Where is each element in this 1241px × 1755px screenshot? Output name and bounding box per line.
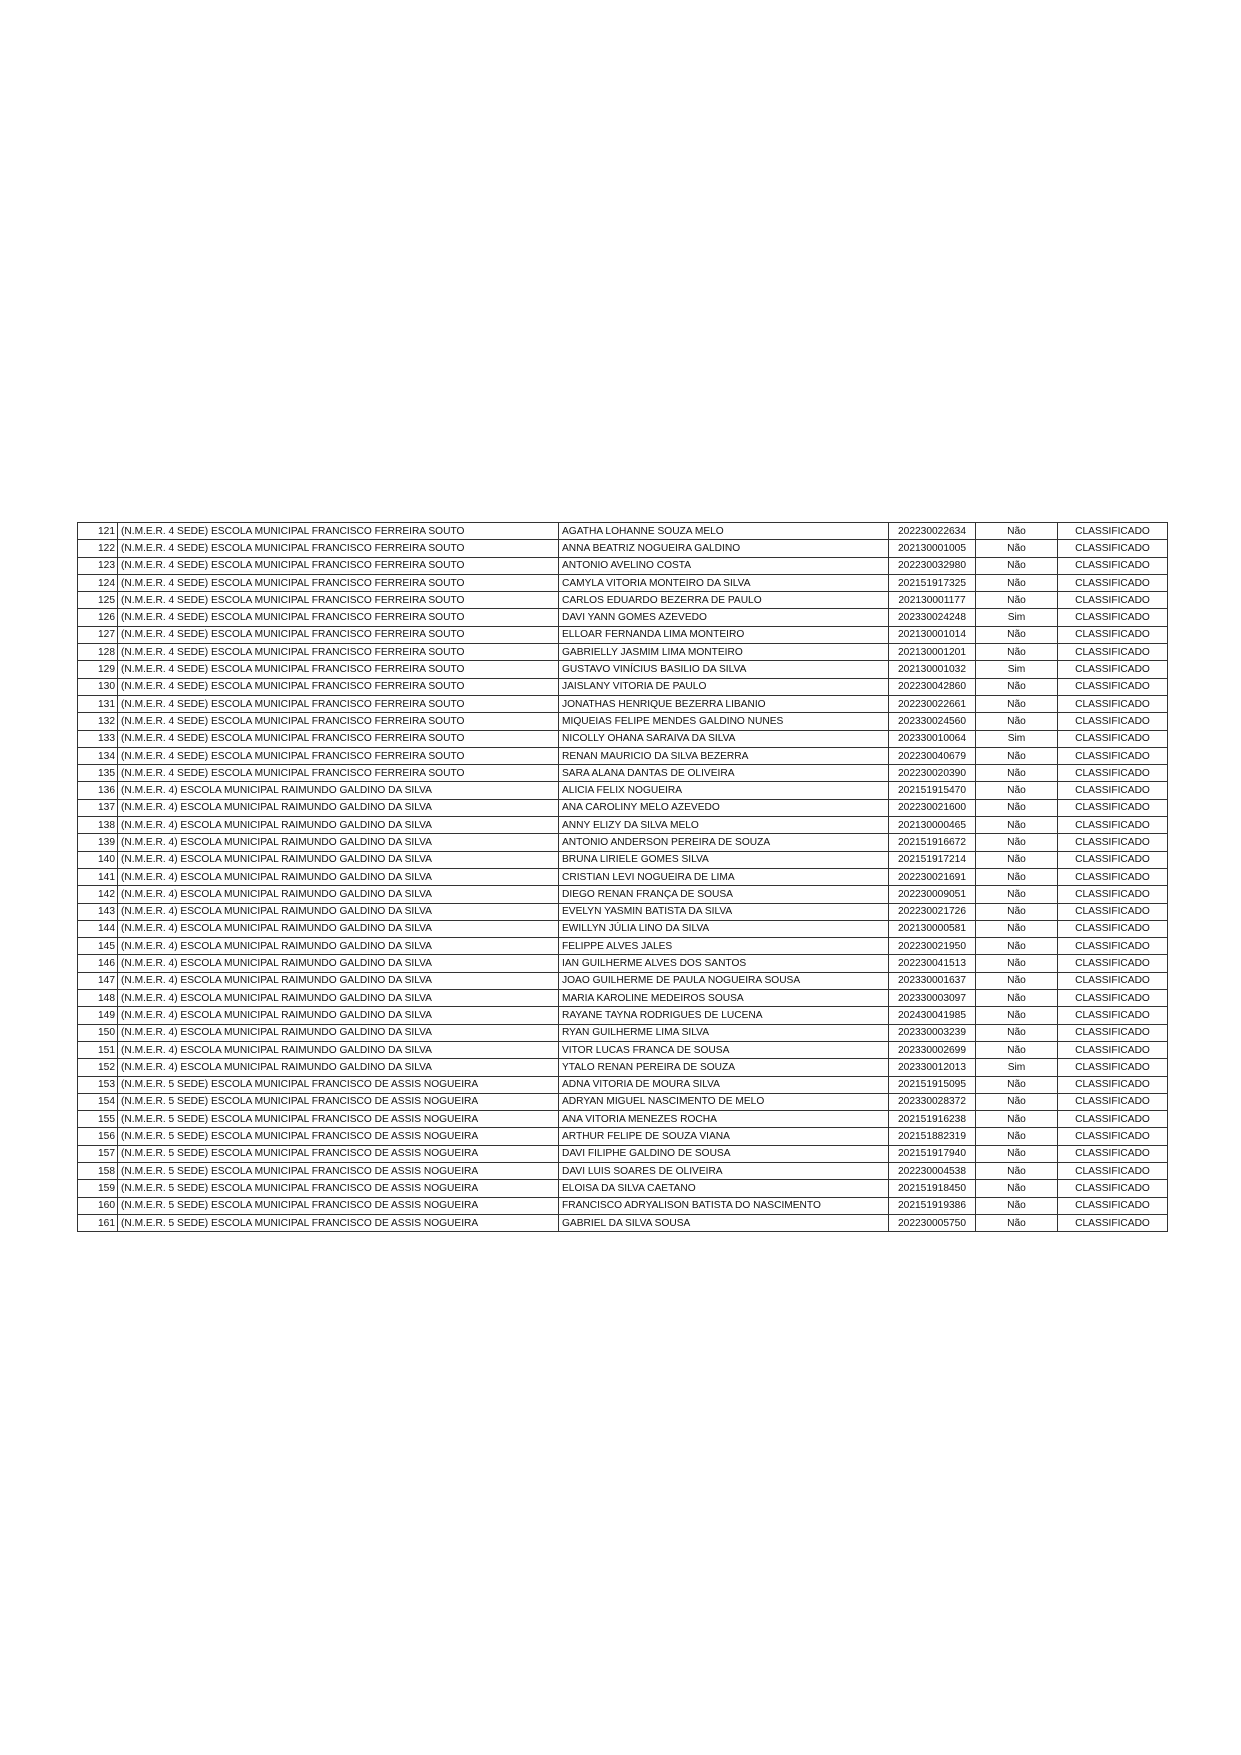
school-cell: (N.M.E.R. 4 SEDE) ESCOLA MUNICIPAL FRANCISCO FERREIRA SOUTO xyxy=(118,644,559,661)
flag-cell: Não xyxy=(976,955,1058,972)
status-cell: CLASSIFICADO xyxy=(1058,990,1168,1007)
student-name-cell: ELLOAR FERNANDA LIMA MONTEIRO xyxy=(559,626,889,643)
registration-code-cell: 202230022661 xyxy=(889,695,976,712)
school-cell: (N.M.E.R. 4 SEDE) ESCOLA MUNICIPAL FRANCISCO FERREIRA SOUTO xyxy=(118,574,559,591)
status-cell: CLASSIFICADO xyxy=(1058,1214,1168,1231)
status-cell: CLASSIFICADO xyxy=(1058,1180,1168,1197)
registration-code-cell: 202151915470 xyxy=(889,782,976,799)
status-cell: CLASSIFICADO xyxy=(1058,1162,1168,1179)
registration-code-cell: 202230021691 xyxy=(889,868,976,885)
status-cell: CLASSIFICADO xyxy=(1058,523,1168,540)
row-number-cell: 144 xyxy=(78,920,118,937)
row-number-cell: 140 xyxy=(78,851,118,868)
status-cell: CLASSIFICADO xyxy=(1058,886,1168,903)
student-name-cell: FELIPPE ALVES JALES xyxy=(559,938,889,955)
flag-cell: Sim xyxy=(976,661,1058,678)
student-name-cell: CARLOS EDUARDO BEZERRA DE PAULO xyxy=(559,592,889,609)
table-row xyxy=(78,834,1168,851)
row-number-cell: 133 xyxy=(78,730,118,747)
school-cell: (N.M.E.R. 5 SEDE) ESCOLA MUNICIPAL FRANCISCO DE ASSIS NOGUEIRA xyxy=(118,1076,559,1093)
row-number-cell: 151 xyxy=(78,1041,118,1058)
row-number-cell: 124 xyxy=(78,574,118,591)
registration-code-cell: 202230021600 xyxy=(889,799,976,816)
flag-cell: Não xyxy=(976,903,1058,920)
table-row xyxy=(78,713,1168,730)
status-cell: CLASSIFICADO xyxy=(1058,557,1168,574)
student-name-cell: ANA VITORIA MENEZES ROCHA xyxy=(559,1111,889,1128)
flag-cell: Não xyxy=(976,713,1058,730)
registration-code-cell: 202330002699 xyxy=(889,1041,976,1058)
row-number-cell: 142 xyxy=(78,886,118,903)
flag-cell: Não xyxy=(976,1007,1058,1024)
student-name-cell: DIEGO RENAN FRANÇA DE SOUSA xyxy=(559,886,889,903)
school-cell: (N.M.E.R. 5 SEDE) ESCOLA MUNICIPAL FRANCISCO DE ASSIS NOGUEIRA xyxy=(118,1093,559,1110)
school-cell: (N.M.E.R. 4) ESCOLA MUNICIPAL RAIMUNDO GALDINO DA SILVA xyxy=(118,903,559,920)
school-cell: (N.M.E.R. 4) ESCOLA MUNICIPAL RAIMUNDO GALDINO DA SILVA xyxy=(118,851,559,868)
flag-cell: Não xyxy=(976,1024,1058,1041)
registration-code-cell: 202130001177 xyxy=(889,592,976,609)
status-cell: CLASSIFICADO xyxy=(1058,1128,1168,1145)
status-cell: CLASSIFICADO xyxy=(1058,1041,1168,1058)
flag-cell: Não xyxy=(976,990,1058,1007)
status-cell: CLASSIFICADO xyxy=(1058,903,1168,920)
student-name-cell: RAYANE TAYNA RODRIGUES DE LUCENA xyxy=(559,1007,889,1024)
flag-cell: Não xyxy=(976,782,1058,799)
row-number-cell: 150 xyxy=(78,1024,118,1041)
results-table-container xyxy=(77,522,1167,1232)
table-row xyxy=(78,886,1168,903)
registration-code-cell: 202330024560 xyxy=(889,713,976,730)
student-name-cell: ANTONIO AVELINO COSTA xyxy=(559,557,889,574)
registration-code-cell: 202130001014 xyxy=(889,626,976,643)
registration-code-cell: 202230005750 xyxy=(889,1214,976,1231)
status-cell: CLASSIFICADO xyxy=(1058,851,1168,868)
row-number-cell: 143 xyxy=(78,903,118,920)
registration-code-cell: 202151916238 xyxy=(889,1111,976,1128)
table-row xyxy=(78,1007,1168,1024)
student-name-cell: ADRYAN MIGUEL NASCIMENTO DE MELO xyxy=(559,1093,889,1110)
flag-cell: Não xyxy=(976,886,1058,903)
row-number-cell: 139 xyxy=(78,834,118,851)
registration-code-cell: 202330010064 xyxy=(889,730,976,747)
flag-cell: Não xyxy=(976,1145,1058,1162)
table-row xyxy=(78,990,1168,1007)
school-cell: (N.M.E.R. 4) ESCOLA MUNICIPAL RAIMUNDO GALDINO DA SILVA xyxy=(118,1041,559,1058)
table-row xyxy=(78,678,1168,695)
status-cell: CLASSIFICADO xyxy=(1058,868,1168,885)
student-name-cell: DAVI LUIS SOARES DE OLIVEIRA xyxy=(559,1162,889,1179)
school-cell: (N.M.E.R. 4 SEDE) ESCOLA MUNICIPAL FRANCISCO FERREIRA SOUTO xyxy=(118,609,559,626)
row-number-cell: 128 xyxy=(78,644,118,661)
row-number-cell: 138 xyxy=(78,817,118,834)
flag-cell: Não xyxy=(976,1128,1058,1145)
registration-code-cell: 202130001201 xyxy=(889,644,976,661)
school-cell: (N.M.E.R. 4 SEDE) ESCOLA MUNICIPAL FRANCISCO FERREIRA SOUTO xyxy=(118,592,559,609)
table-row xyxy=(78,1111,1168,1128)
student-name-cell: GABRIELLY JASMIM LIMA MONTEIRO xyxy=(559,644,889,661)
student-name-cell: ANNA BEATRIZ NOGUEIRA GALDINO xyxy=(559,540,889,557)
table-row xyxy=(78,609,1168,626)
registration-code-cell: 202130001032 xyxy=(889,661,976,678)
table-row xyxy=(78,920,1168,937)
row-number-cell: 159 xyxy=(78,1180,118,1197)
flag-cell: Não xyxy=(976,644,1058,661)
registration-code-cell: 202230021950 xyxy=(889,938,976,955)
row-number-cell: 134 xyxy=(78,747,118,764)
status-cell: CLASSIFICADO xyxy=(1058,626,1168,643)
registration-code-cell: 202130000465 xyxy=(889,817,976,834)
table-row xyxy=(78,972,1168,989)
table-row xyxy=(78,1059,1168,1076)
student-name-cell: JAISLANY VITORIA DE PAULO xyxy=(559,678,889,695)
flag-cell: Não xyxy=(976,938,1058,955)
table-row xyxy=(78,644,1168,661)
row-number-cell: 125 xyxy=(78,592,118,609)
table-row xyxy=(78,765,1168,782)
student-name-cell: IAN GUILHERME ALVES DOS SANTOS xyxy=(559,955,889,972)
table-row xyxy=(78,851,1168,868)
flag-cell: Não xyxy=(976,834,1058,851)
status-cell: CLASSIFICADO xyxy=(1058,1093,1168,1110)
registration-code-cell: 202230020390 xyxy=(889,765,976,782)
row-number-cell: 127 xyxy=(78,626,118,643)
flag-cell: Não xyxy=(976,747,1058,764)
school-cell: (N.M.E.R. 4) ESCOLA MUNICIPAL RAIMUNDO GALDINO DA SILVA xyxy=(118,990,559,1007)
table-row xyxy=(78,1128,1168,1145)
row-number-cell: 161 xyxy=(78,1214,118,1231)
table-row xyxy=(78,661,1168,678)
row-number-cell: 141 xyxy=(78,868,118,885)
table-row xyxy=(78,574,1168,591)
school-cell: (N.M.E.R. 4 SEDE) ESCOLA MUNICIPAL FRANCISCO FERREIRA SOUTO xyxy=(118,626,559,643)
status-cell: CLASSIFICADO xyxy=(1058,713,1168,730)
flag-cell: Não xyxy=(976,817,1058,834)
registration-code-cell: 202130000581 xyxy=(889,920,976,937)
student-name-cell: ANNY ELIZY DA SILVA MELO xyxy=(559,817,889,834)
status-cell: CLASSIFICADO xyxy=(1058,1059,1168,1076)
flag-cell: Não xyxy=(976,626,1058,643)
school-cell: (N.M.E.R. 4) ESCOLA MUNICIPAL RAIMUNDO GALDINO DA SILVA xyxy=(118,955,559,972)
flag-cell: Não xyxy=(976,592,1058,609)
school-cell: (N.M.E.R. 4 SEDE) ESCOLA MUNICIPAL FRANCISCO FERREIRA SOUTO xyxy=(118,713,559,730)
status-cell: CLASSIFICADO xyxy=(1058,834,1168,851)
row-number-cell: 148 xyxy=(78,990,118,1007)
table-row xyxy=(78,799,1168,816)
school-cell: (N.M.E.R. 4) ESCOLA MUNICIPAL RAIMUNDO GALDINO DA SILVA xyxy=(118,799,559,816)
status-cell: CLASSIFICADO xyxy=(1058,609,1168,626)
student-name-cell: ANTONIO ANDERSON PEREIRA DE SOUZA xyxy=(559,834,889,851)
table-row xyxy=(78,903,1168,920)
status-cell: CLASSIFICADO xyxy=(1058,747,1168,764)
table-row xyxy=(78,747,1168,764)
student-name-cell: JOAO GUILHERME DE PAULA NOGUEIRA SOUSA xyxy=(559,972,889,989)
table-row xyxy=(78,1093,1168,1110)
status-cell: CLASSIFICADO xyxy=(1058,540,1168,557)
student-name-cell: MARIA KAROLINE MEDEIROS SOUSA xyxy=(559,990,889,1007)
student-name-cell: ANA CAROLINY MELO AZEVEDO xyxy=(559,799,889,816)
table-row xyxy=(78,1162,1168,1179)
student-name-cell: EVELYN YASMIN BATISTA DA SILVA xyxy=(559,903,889,920)
student-name-cell: ALICIA FELIX NOGUEIRA xyxy=(559,782,889,799)
status-cell: CLASSIFICADO xyxy=(1058,730,1168,747)
table-row xyxy=(78,557,1168,574)
student-name-cell: RYAN GUILHERME LIMA SILVA xyxy=(559,1024,889,1041)
row-number-cell: 146 xyxy=(78,955,118,972)
status-cell: CLASSIFICADO xyxy=(1058,1197,1168,1214)
row-number-cell: 121 xyxy=(78,523,118,540)
table-row xyxy=(78,1024,1168,1041)
flag-cell: Não xyxy=(976,972,1058,989)
school-cell: (N.M.E.R. 4) ESCOLA MUNICIPAL RAIMUNDO GALDINO DA SILVA xyxy=(118,1007,559,1024)
status-cell: CLASSIFICADO xyxy=(1058,1076,1168,1093)
school-cell: (N.M.E.R. 4 SEDE) ESCOLA MUNICIPAL FRANCISCO FERREIRA SOUTO xyxy=(118,523,559,540)
flag-cell: Não xyxy=(976,1041,1058,1058)
flag-cell: Não xyxy=(976,1076,1058,1093)
school-cell: (N.M.E.R. 4 SEDE) ESCOLA MUNICIPAL FRANCISCO FERREIRA SOUTO xyxy=(118,695,559,712)
registration-code-cell: 202151915095 xyxy=(889,1076,976,1093)
status-cell: CLASSIFICADO xyxy=(1058,661,1168,678)
registration-code-cell: 202330003239 xyxy=(889,1024,976,1041)
registration-code-cell: 202330028372 xyxy=(889,1093,976,1110)
student-name-cell: SARA ALANA DANTAS DE OLIVEIRA xyxy=(559,765,889,782)
school-cell: (N.M.E.R. 5 SEDE) ESCOLA MUNICIPAL FRANCISCO DE ASSIS NOGUEIRA xyxy=(118,1128,559,1145)
school-cell: (N.M.E.R. 4) ESCOLA MUNICIPAL RAIMUNDO GALDINO DA SILVA xyxy=(118,920,559,937)
status-cell: CLASSIFICADO xyxy=(1058,1024,1168,1041)
status-cell: CLASSIFICADO xyxy=(1058,799,1168,816)
status-cell: CLASSIFICADO xyxy=(1058,1145,1168,1162)
registration-code-cell: 202151917940 xyxy=(889,1145,976,1162)
school-cell: (N.M.E.R. 4) ESCOLA MUNICIPAL RAIMUNDO GALDINO DA SILVA xyxy=(118,1059,559,1076)
student-name-cell: CAMYLA VITORIA MONTEIRO DA SILVA xyxy=(559,574,889,591)
school-cell: (N.M.E.R. 4) ESCOLA MUNICIPAL RAIMUNDO GALDINO DA SILVA xyxy=(118,868,559,885)
status-cell: CLASSIFICADO xyxy=(1058,1007,1168,1024)
student-name-cell: VITOR LUCAS FRANCA DE SOUSA xyxy=(559,1041,889,1058)
table-row xyxy=(78,938,1168,955)
student-name-cell: YTALO RENAN PEREIRA DE SOUZA xyxy=(559,1059,889,1076)
flag-cell: Não xyxy=(976,1162,1058,1179)
table-row xyxy=(78,817,1168,834)
student-name-cell: MIQUEIAS FELIPE MENDES GALDINO NUNES xyxy=(559,713,889,730)
school-cell: (N.M.E.R. 4) ESCOLA MUNICIPAL RAIMUNDO GALDINO DA SILVA xyxy=(118,782,559,799)
flag-cell: Não xyxy=(976,678,1058,695)
flag-cell: Sim xyxy=(976,1059,1058,1076)
row-number-cell: 156 xyxy=(78,1128,118,1145)
flag-cell: Não xyxy=(976,799,1058,816)
row-number-cell: 147 xyxy=(78,972,118,989)
school-cell: (N.M.E.R. 5 SEDE) ESCOLA MUNICIPAL FRANCISCO DE ASSIS NOGUEIRA xyxy=(118,1111,559,1128)
row-number-cell: 135 xyxy=(78,765,118,782)
school-cell: (N.M.E.R. 4) ESCOLA MUNICIPAL RAIMUNDO GALDINO DA SILVA xyxy=(118,1024,559,1041)
student-name-cell: ELOISA DA SILVA CAETANO xyxy=(559,1180,889,1197)
registration-code-cell: 202230040679 xyxy=(889,747,976,764)
registration-code-cell: 202330001637 xyxy=(889,972,976,989)
status-cell: CLASSIFICADO xyxy=(1058,695,1168,712)
registration-code-cell: 202330012013 xyxy=(889,1059,976,1076)
registration-code-cell: 202230009051 xyxy=(889,886,976,903)
student-name-cell: ADNA VITORIA DE MOURA SILVA xyxy=(559,1076,889,1093)
table-row xyxy=(78,1197,1168,1214)
table-row xyxy=(78,955,1168,972)
row-number-cell: 123 xyxy=(78,557,118,574)
row-number-cell: 129 xyxy=(78,661,118,678)
table-row xyxy=(78,540,1168,557)
flag-cell: Sim xyxy=(976,609,1058,626)
table-row xyxy=(78,868,1168,885)
school-cell: (N.M.E.R. 4 SEDE) ESCOLA MUNICIPAL FRANCISCO FERREIRA SOUTO xyxy=(118,557,559,574)
status-cell: CLASSIFICADO xyxy=(1058,972,1168,989)
table-row xyxy=(78,730,1168,747)
student-name-cell: JONATHAS HENRIQUE BEZERRA LIBANIO xyxy=(559,695,889,712)
school-cell: (N.M.E.R. 4) ESCOLA MUNICIPAL RAIMUNDO GALDINO DA SILVA xyxy=(118,834,559,851)
row-number-cell: 122 xyxy=(78,540,118,557)
status-cell: CLASSIFICADO xyxy=(1058,644,1168,661)
school-cell: (N.M.E.R. 4 SEDE) ESCOLA MUNICIPAL FRANCISCO FERREIRA SOUTO xyxy=(118,661,559,678)
status-cell: CLASSIFICADO xyxy=(1058,1111,1168,1128)
school-cell: (N.M.E.R. 4) ESCOLA MUNICIPAL RAIMUNDO GALDINO DA SILVA xyxy=(118,972,559,989)
table-row xyxy=(78,592,1168,609)
row-number-cell: 160 xyxy=(78,1197,118,1214)
row-number-cell: 131 xyxy=(78,695,118,712)
flag-cell: Não xyxy=(976,574,1058,591)
row-number-cell: 130 xyxy=(78,678,118,695)
registration-code-cell: 202430041985 xyxy=(889,1007,976,1024)
row-number-cell: 132 xyxy=(78,713,118,730)
student-name-cell: FRANCISCO ADRYALISON BATISTA DO NASCIMENTO xyxy=(559,1197,889,1214)
student-name-cell: EWILLYN JÚLIA LINO DA SILVA xyxy=(559,920,889,937)
student-name-cell: RENAN MAURICIO DA SILVA BEZERRA xyxy=(559,747,889,764)
status-cell: CLASSIFICADO xyxy=(1058,765,1168,782)
table-row xyxy=(78,1145,1168,1162)
status-cell: CLASSIFICADO xyxy=(1058,938,1168,955)
school-cell: (N.M.E.R. 5 SEDE) ESCOLA MUNICIPAL FRANCISCO DE ASSIS NOGUEIRA xyxy=(118,1197,559,1214)
school-cell: (N.M.E.R. 4 SEDE) ESCOLA MUNICIPAL FRANCISCO FERREIRA SOUTO xyxy=(118,730,559,747)
flag-cell: Não xyxy=(976,868,1058,885)
table-row xyxy=(78,782,1168,799)
school-cell: (N.M.E.R. 4 SEDE) ESCOLA MUNICIPAL FRANCISCO FERREIRA SOUTO xyxy=(118,765,559,782)
table-row xyxy=(78,1180,1168,1197)
status-cell: CLASSIFICADO xyxy=(1058,592,1168,609)
status-cell: CLASSIFICADO xyxy=(1058,678,1168,695)
status-cell: CLASSIFICADO xyxy=(1058,574,1168,591)
registration-code-cell: 202151919386 xyxy=(889,1197,976,1214)
school-cell: (N.M.E.R. 5 SEDE) ESCOLA MUNICIPAL FRANCISCO DE ASSIS NOGUEIRA xyxy=(118,1145,559,1162)
status-cell: CLASSIFICADO xyxy=(1058,817,1168,834)
status-cell: CLASSIFICADO xyxy=(1058,955,1168,972)
flag-cell: Não xyxy=(976,1197,1058,1214)
row-number-cell: 126 xyxy=(78,609,118,626)
registration-code-cell: 202151917325 xyxy=(889,574,976,591)
school-cell: (N.M.E.R. 4) ESCOLA MUNICIPAL RAIMUNDO GALDINO DA SILVA xyxy=(118,817,559,834)
flag-cell: Não xyxy=(976,523,1058,540)
flag-cell: Não xyxy=(976,765,1058,782)
flag-cell: Não xyxy=(976,540,1058,557)
student-name-cell: AGATHA LOHANNE SOUZA MELO xyxy=(559,523,889,540)
registration-code-cell: 202230022634 xyxy=(889,523,976,540)
row-number-cell: 153 xyxy=(78,1076,118,1093)
school-cell: (N.M.E.R. 4) ESCOLA MUNICIPAL RAIMUNDO GALDINO DA SILVA xyxy=(118,938,559,955)
registration-code-cell: 202130001005 xyxy=(889,540,976,557)
flag-cell: Não xyxy=(976,1214,1058,1231)
school-cell: (N.M.E.R. 4) ESCOLA MUNICIPAL RAIMUNDO GALDINO DA SILVA xyxy=(118,886,559,903)
registration-code-cell: 202330003097 xyxy=(889,990,976,1007)
row-number-cell: 157 xyxy=(78,1145,118,1162)
table-row xyxy=(78,695,1168,712)
row-number-cell: 136 xyxy=(78,782,118,799)
student-name-cell: ARTHUR FELIPE DE SOUZA VIANA xyxy=(559,1128,889,1145)
registration-code-cell: 202230004538 xyxy=(889,1162,976,1179)
school-cell: (N.M.E.R. 4 SEDE) ESCOLA MUNICIPAL FRANCISCO FERREIRA SOUTO xyxy=(118,747,559,764)
student-name-cell: DAVI FILIPHE GALDINO DE SOUSA xyxy=(559,1145,889,1162)
student-name-cell: GUSTAVO VINÍCIUS BASILIO DA SILVA xyxy=(559,661,889,678)
row-number-cell: 145 xyxy=(78,938,118,955)
school-cell: (N.M.E.R. 5 SEDE) ESCOLA MUNICIPAL FRANCISCO DE ASSIS NOGUEIRA xyxy=(118,1214,559,1231)
registration-code-cell: 202151916672 xyxy=(889,834,976,851)
student-name-cell: NICOLLY OHANA SARAIVA DA SILVA xyxy=(559,730,889,747)
registration-code-cell: 202230041513 xyxy=(889,955,976,972)
school-cell: (N.M.E.R. 5 SEDE) ESCOLA MUNICIPAL FRANCISCO DE ASSIS NOGUEIRA xyxy=(118,1162,559,1179)
row-number-cell: 158 xyxy=(78,1162,118,1179)
row-number-cell: 149 xyxy=(78,1007,118,1024)
flag-cell: Não xyxy=(976,1093,1058,1110)
school-cell: (N.M.E.R. 4 SEDE) ESCOLA MUNICIPAL FRANCISCO FERREIRA SOUTO xyxy=(118,678,559,695)
table-row xyxy=(78,1076,1168,1093)
row-number-cell: 155 xyxy=(78,1111,118,1128)
student-name-cell: CRISTIAN LEVI NOGUEIRA DE LIMA xyxy=(559,868,889,885)
student-name-cell: BRUNA LIRIELE GOMES SILVA xyxy=(559,851,889,868)
student-name-cell: DAVI YANN GOMES AZEVEDO xyxy=(559,609,889,626)
row-number-cell: 137 xyxy=(78,799,118,816)
flag-cell: Não xyxy=(976,920,1058,937)
row-number-cell: 152 xyxy=(78,1059,118,1076)
flag-cell: Não xyxy=(976,1180,1058,1197)
flag-cell: Não xyxy=(976,1111,1058,1128)
flag-cell: Não xyxy=(976,851,1058,868)
table-body xyxy=(78,523,1168,1232)
flag-cell: Não xyxy=(976,557,1058,574)
student-name-cell: GABRIEL DA SILVA SOUSA xyxy=(559,1214,889,1231)
registration-code-cell: 202230032980 xyxy=(889,557,976,574)
table-row xyxy=(78,523,1168,540)
registration-code-cell: 202330024248 xyxy=(889,609,976,626)
registration-code-cell: 202230042860 xyxy=(889,678,976,695)
table-row xyxy=(78,1041,1168,1058)
row-number-cell: 154 xyxy=(78,1093,118,1110)
table-row xyxy=(78,1214,1168,1231)
flag-cell: Sim xyxy=(976,730,1058,747)
status-cell: CLASSIFICADO xyxy=(1058,920,1168,937)
school-cell: (N.M.E.R. 4 SEDE) ESCOLA MUNICIPAL FRANCISCO FERREIRA SOUTO xyxy=(118,540,559,557)
registration-code-cell: 202151917214 xyxy=(889,851,976,868)
registration-code-cell: 202151882319 xyxy=(889,1128,976,1145)
registration-code-cell: 202151918450 xyxy=(889,1180,976,1197)
registration-code-cell: 202230021726 xyxy=(889,903,976,920)
results-table xyxy=(77,522,1168,1232)
flag-cell: Não xyxy=(976,695,1058,712)
status-cell: CLASSIFICADO xyxy=(1058,782,1168,799)
school-cell: (N.M.E.R. 5 SEDE) ESCOLA MUNICIPAL FRANCISCO DE ASSIS NOGUEIRA xyxy=(118,1180,559,1197)
table-row xyxy=(78,626,1168,643)
